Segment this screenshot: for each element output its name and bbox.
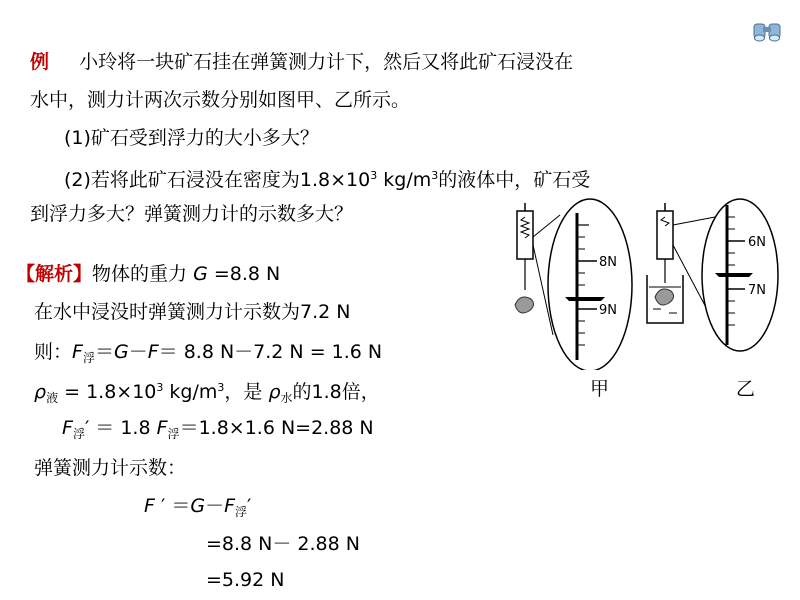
value: =8.8 N: [207, 263, 281, 285]
analysis-line-1: [16, 262, 280, 286]
var-g: G: [190, 495, 206, 517]
sub: 水: [280, 391, 293, 405]
analysis-line-7: [144, 494, 251, 524]
t: ′: [247, 495, 252, 517]
caption-yi: 乙: [736, 378, 756, 400]
analysis-line-8: [206, 532, 360, 556]
analysis-text: 物体的重力: [92, 263, 194, 285]
sub: 液: [46, 391, 59, 405]
question-part-1: [64, 126, 319, 150]
var-f: F: [156, 417, 168, 439]
question-text-1: 小玲将一块矿石挂在弹簧测力计下，然后又将此矿石浸没在: [79, 51, 574, 73]
analysis-label: 【解析】: [16, 263, 93, 285]
var-g: G: [193, 263, 208, 285]
var-f: F: [147, 341, 159, 363]
var-f: F: [224, 495, 236, 517]
var-f: F: [72, 341, 83, 363]
exp: 3: [370, 169, 378, 182]
question-line-2: [30, 88, 410, 112]
analysis-text: 在水中浸没时弹簧测力计示数为7.2 N: [34, 301, 351, 323]
sub: 浮: [167, 427, 180, 441]
t: ，是: [224, 381, 269, 403]
caption-jia: 甲: [590, 378, 610, 400]
t: ′ ＝: [154, 495, 191, 517]
analysis-line-9: [206, 568, 284, 592]
analysis-line-6: [34, 456, 186, 480]
spring-scale-figures: [505, 195, 795, 374]
t: 则：: [34, 341, 73, 363]
var-rho: ρ: [34, 381, 47, 403]
analysis-line-2: [34, 300, 350, 324]
example-label: 例: [30, 51, 50, 73]
tick-label-7n: 7N: [748, 283, 766, 298]
var-g: G: [113, 341, 129, 363]
question-text-2: 水中，测力计两次示数分别如图甲、乙所示。: [30, 89, 411, 111]
question-line-3: [30, 202, 353, 226]
t: ′ ＝ 1.8: [84, 417, 157, 439]
tick-label-6n: 6N: [748, 235, 766, 250]
t: =5.92 N: [206, 569, 285, 591]
question-line-1: [30, 50, 573, 74]
question-text-3: 到浮力多大？弹簧测力计的示数多大？: [30, 203, 354, 225]
t: ＝ 8.8 N－7.2 N = 1.6 N: [158, 341, 383, 363]
question-part-2-a: (2)若将此矿石浸没在密度为1.8×10: [64, 169, 371, 191]
tick-label-9n: 9N: [599, 303, 617, 318]
exp2: 3: [431, 169, 439, 182]
sub: 浮: [72, 427, 85, 441]
figure-svg: [505, 195, 795, 370]
t: －: [205, 495, 225, 517]
t: 弹簧测力计示数：: [34, 457, 187, 479]
question-part-2-b: kg/m: [377, 169, 432, 191]
question-part-2: [64, 164, 590, 192]
analysis-line-5: [62, 416, 374, 446]
magnify-ellipse-jia: [548, 199, 632, 370]
t: ＝: [94, 341, 114, 363]
question-part-1-text: (1)矿石受到浮力的大小多大？: [64, 127, 319, 149]
t: =8.8 N－ 2.88 N: [206, 533, 360, 555]
t: 的1.8倍，: [292, 381, 380, 403]
t: kg/m: [163, 381, 218, 403]
sub: 浮: [82, 351, 95, 365]
binoculars-icon: [752, 18, 782, 44]
var-rho: ρ: [268, 381, 281, 403]
t: = 1.8×10: [58, 381, 157, 403]
t: ＝1.8×1.6 N=2.88 N: [179, 417, 374, 439]
exp: 3: [156, 381, 164, 394]
question-part-2-c: 的液体中，矿石受: [438, 169, 591, 191]
analysis-line-4: [34, 376, 380, 410]
var-f: F: [62, 417, 73, 439]
exp: 3: [217, 381, 225, 394]
t: －: [128, 341, 148, 363]
tick-label-8n: 8N: [599, 255, 617, 270]
var-f: F: [144, 495, 155, 517]
analysis-line-3: [34, 340, 382, 370]
sub: 浮: [235, 505, 248, 519]
